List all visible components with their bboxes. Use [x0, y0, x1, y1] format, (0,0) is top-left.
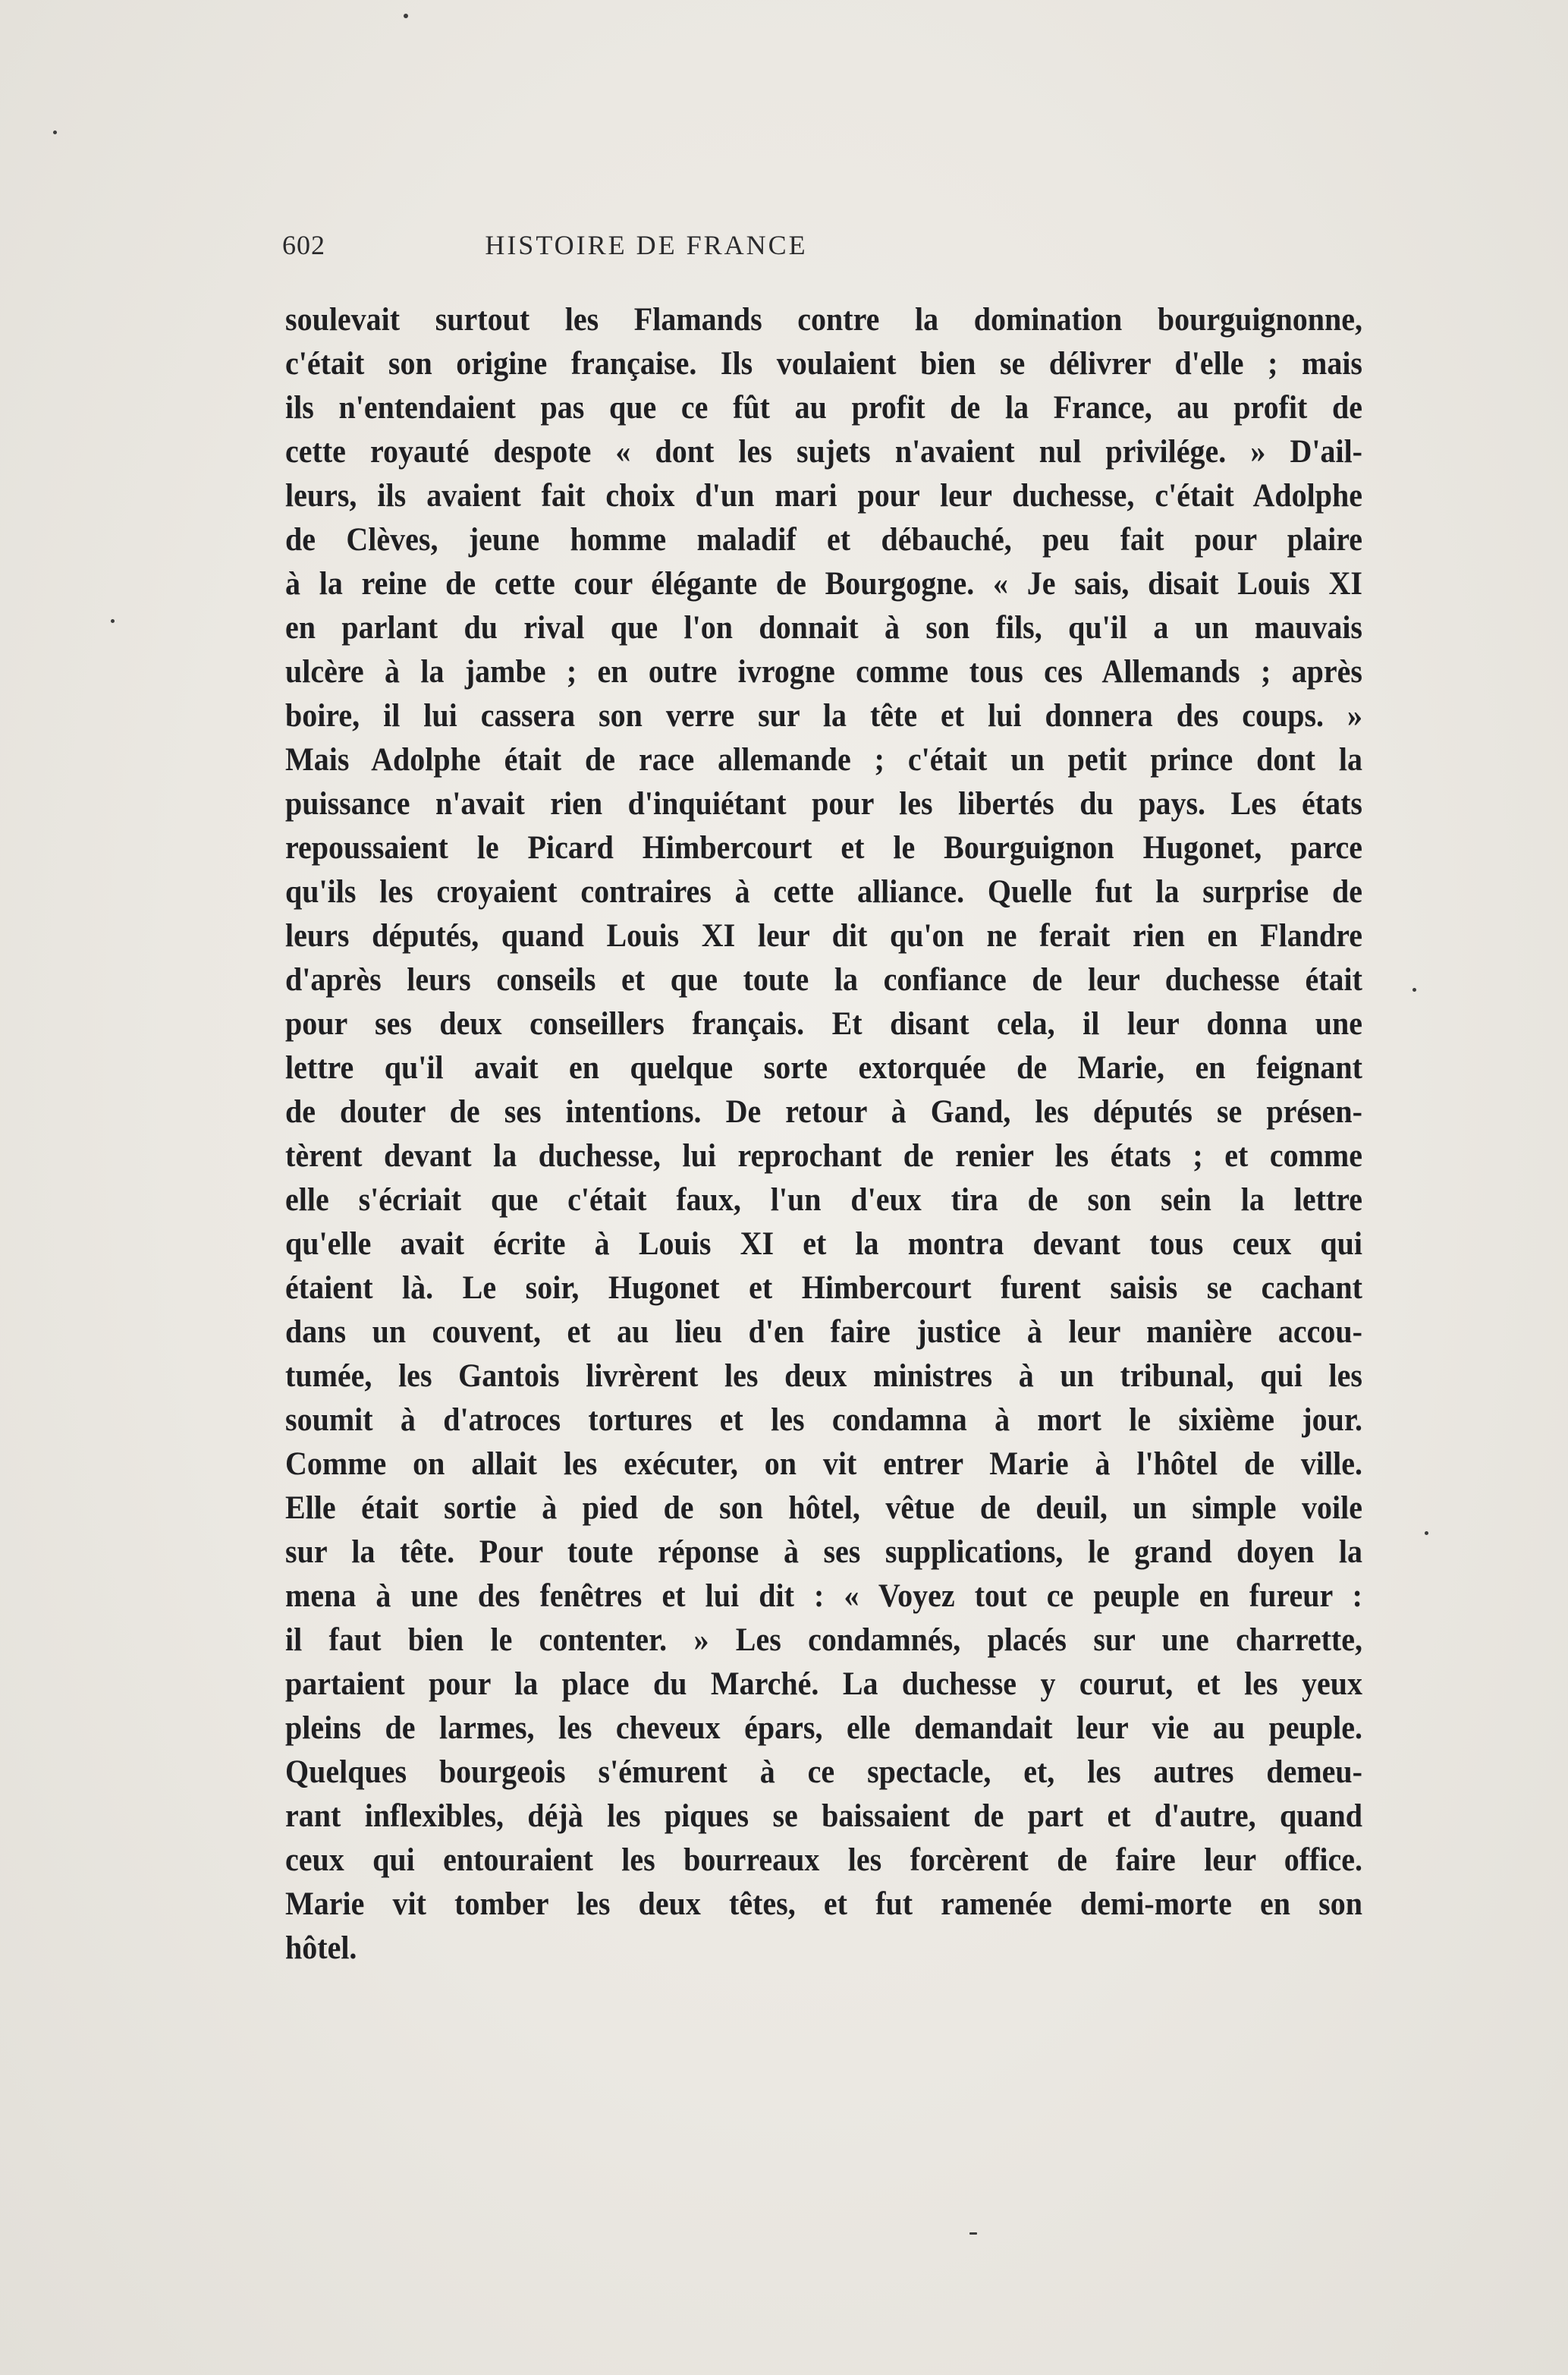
text-line: puissance n'avait rien d'inquiétant pour les libertés du pays. Les états: [285, 785, 1362, 822]
text-line: soulevait surtout les Flamands contre la domination bourguignonne,: [285, 300, 1362, 338]
paper-speck: [53, 131, 57, 134]
text-line: lettre qu'il avait en quelque sorte extorquée de Marie, en feignant: [285, 1049, 1362, 1086]
text-line: dans un couvent, et au lieu d'en faire justice à leur manière accou-: [285, 1313, 1362, 1350]
text-line: rant inflexibles, déjà les piques se baissaient de part et d'autre, quand: [285, 1797, 1362, 1834]
text-line: il faut bien le contenter. » Les condamnés, placés sur une charrette,: [285, 1621, 1362, 1658]
paper-speck: [1412, 988, 1416, 992]
text-line: leurs députés, quand Louis XI leur dit qu'on ne ferait rien en Flandre: [285, 917, 1362, 954]
text-line: ils n'entendaient pas que ce fût au profit de la France, au profit de: [285, 388, 1362, 426]
text-line: Marie vit tomber les deux têtes, et fut ramenée demi-morte en son: [285, 1885, 1362, 1922]
text-line: leurs, ils avaient fait choix d'un mari pour leur duchesse, c'était Adolphe: [285, 477, 1362, 514]
text-line: étaient là. Le soir, Hugonet et Himbercourt furent saisis se cachant: [285, 1269, 1362, 1306]
text-line: à la reine de cette cour élégante de Bourgogne. « Je sais, disait Louis XI: [285, 565, 1362, 602]
text-line: mena à une des fenêtres et lui dit : « Voyez tout ce peuple en fureur :: [285, 1577, 1362, 1614]
text-line: ceux qui entouraient les bourreaux les forcèrent de faire leur office.: [285, 1841, 1362, 1878]
text-line: en parlant du rival que l'on donnait à son fils, qu'il a un mauvais: [285, 609, 1362, 646]
running-title: HISTOIRE DE FRANCE: [485, 230, 808, 260]
text-line: ulcère à la jambe ; en outre ivrogne comme tous ces Allemands ; après: [285, 653, 1362, 690]
text-line: de Clèves, jeune homme maladif et débauché, peu fait pour plaire: [285, 521, 1362, 558]
text-line: d'après leurs conseils et que toute la confiance de leur duchesse était: [285, 961, 1362, 998]
text-line: hôtel.: [285, 1929, 357, 1966]
text-line: tèrent devant la duchesse, lui reprochant de renier les états ; et comme: [285, 1137, 1362, 1174]
text-line: sur la tête. Pour toute réponse à ses supplications, le grand doyen la: [285, 1533, 1362, 1570]
text-line: de douter de ses intentions. De retour à Gand, les députés se présen-: [285, 1093, 1362, 1130]
text-line: Elle était sortie à pied de son hôtel, vêtue de deuil, un simple voile: [285, 1489, 1362, 1526]
text-line: boire, il lui cassera son verre sur la tête et lui donnera des coups. »: [285, 697, 1362, 734]
text-line: tumée, les Gantois livrèrent les deux ministres à un tribunal, qui les: [285, 1357, 1362, 1394]
paper-speck: [969, 2232, 977, 2235]
body-paragraph: [285, 297, 1362, 1970]
text-line: Mais Adolphe était de race allemande ; c'était un petit prince dont la: [285, 741, 1362, 778]
text-line: partaient pour la place du Marché. La duchesse y courut, et les yeux: [285, 1665, 1362, 1702]
text-line: pour ses deux conseillers français. Et disant cela, il leur donna une: [285, 1005, 1362, 1042]
text-line: Quelques bourgeois s'émurent à ce spectacle, et, les autres demeu-: [285, 1753, 1362, 1790]
text-line: cette royauté despote « dont les sujets n'avaient nul privilége. » D'ail-: [285, 433, 1362, 470]
page-header: [282, 229, 989, 267]
text-line: Comme on allait les exécuter, on vit entrer Marie à l'hôtel de ville.: [285, 1445, 1362, 1482]
text-line: pleins de larmes, les cheveux épars, elle demandait leur vie au peuple.: [285, 1709, 1362, 1746]
text-line: qu'elle avait écrite à Louis XI et la montra devant tous ceux qui: [285, 1225, 1362, 1262]
paper-speck: [1425, 1531, 1428, 1535]
text-line: repoussaient le Picard Himbercourt et le Bourguignon Hugonet, parce: [285, 829, 1362, 866]
paper-speck: [111, 619, 115, 623]
text-line: elle s'écriait que c'était faux, l'un d'eux tira de son sein la lettre: [285, 1181, 1362, 1218]
text-line: qu'ils les croyaient contraires à cette alliance. Quelle fut la surprise de: [285, 873, 1362, 910]
text-line: soumit à d'atroces tortures et les condamna à mort le sixième jour.: [285, 1401, 1362, 1438]
paper-speck: [404, 14, 408, 18]
page-number: 602: [282, 230, 325, 260]
text-line: c'était son origine française. Ils voulaient bien se délivrer d'elle ; mais: [285, 344, 1362, 382]
